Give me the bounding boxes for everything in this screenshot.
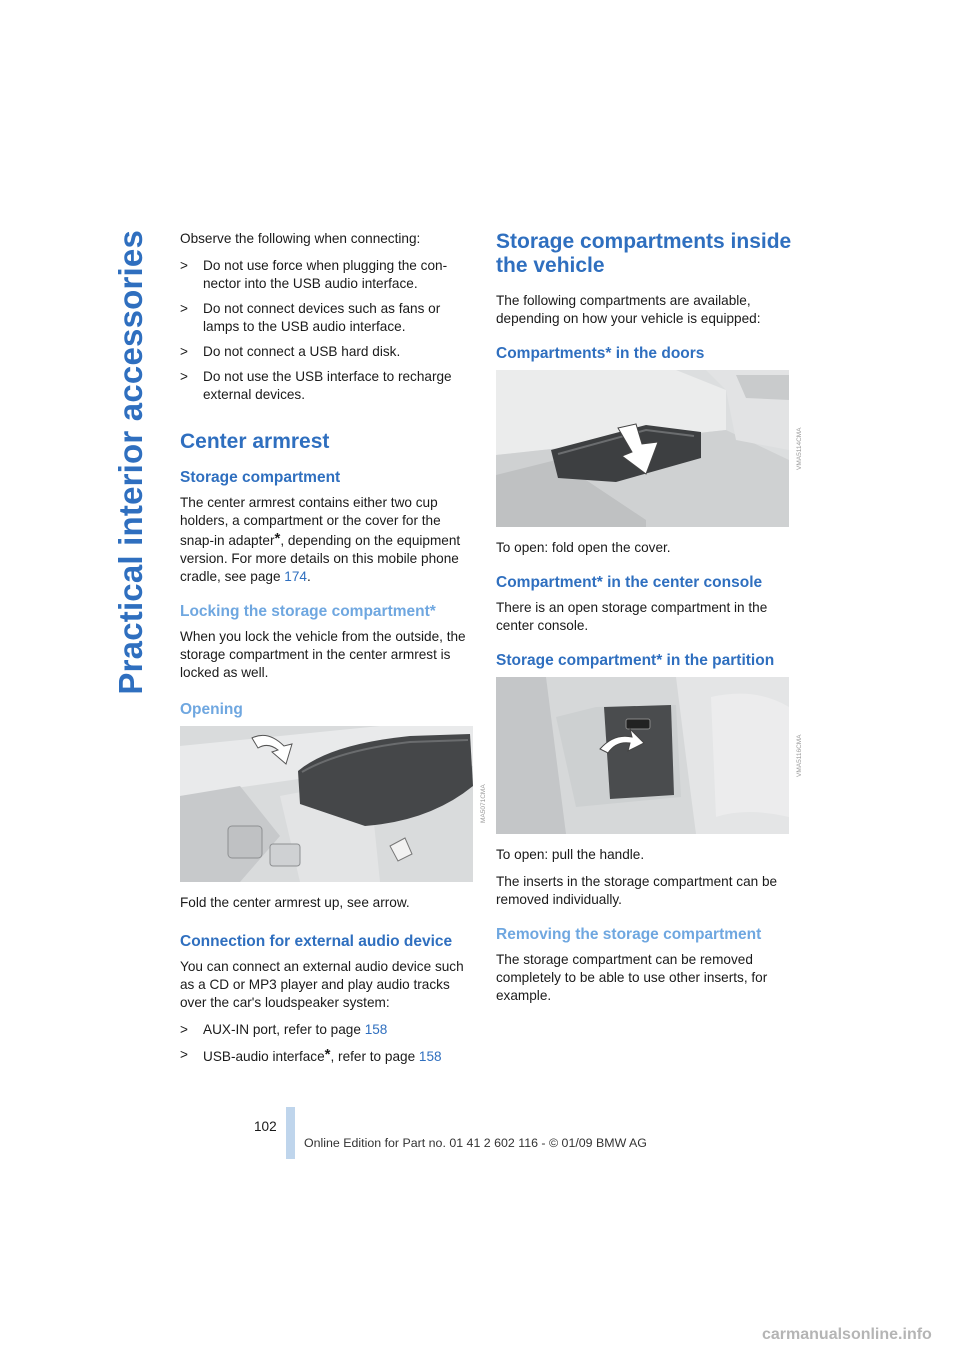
opening-caption: Fold the center armrest up, see arrow.: [180, 895, 410, 910]
footer-bar: [286, 1107, 295, 1159]
partition-heading: Storage compartment* in the partition: [496, 652, 775, 669]
opening-heading: Opening: [180, 701, 243, 718]
audio-list: [180, 1021, 476, 1066]
console-text: There is an open storage compartment in the center console.: [496, 600, 768, 633]
right-column: [496, 230, 803, 1014]
doors-heading: Compartments* in the doors: [496, 345, 705, 362]
list-item: [180, 300, 476, 336]
list-item-text: Do not connect devices such as fans or lamps to the USB audio interface.: [203, 301, 441, 334]
partition-caption-1: To open: pull the handle.: [496, 847, 645, 862]
storage-compartments-intro: The following compartments are available, depending on how your vehicle is equipped:: [496, 293, 761, 326]
list-item: > AUX-IN port, refer to page 158: [180, 1022, 388, 1037]
list-item: [180, 368, 476, 404]
removing-text: The storage compartment can be removed completely to be able to use other inserts, for example.: [496, 952, 768, 1003]
figure-code: MA5071CMA: [480, 784, 487, 824]
list-item-text: Do not connect a USB hard disk.: [203, 344, 401, 359]
left-column: [180, 230, 487, 1078]
figure-code: VMA5114CMA: [796, 427, 803, 470]
bullet-marker: >: [180, 301, 188, 316]
bullet-marker: >: [180, 1022, 188, 1037]
list-item: [180, 343, 476, 361]
page-link-174[interactable]: 174: [284, 569, 307, 584]
side-title: Practical interior accessories: [112, 230, 149, 695]
locking-text: When you lock the vehicle from the outside, the storage compartment in the center armrest is locked as well.: [180, 629, 466, 680]
bullet-marker: >: [180, 258, 188, 273]
storage-compartments-heading: Storage compartments inside the vehicle: [496, 230, 792, 277]
storage-compartment-heading: Storage compartment: [180, 469, 341, 486]
bullet-marker: >: [180, 369, 188, 384]
page-link-158[interactable]: 158: [364, 1022, 388, 1037]
page-link-158[interactable]: 158: [418, 1049, 442, 1064]
removing-heading: Removing the storage compartment: [496, 926, 762, 943]
list-item: [180, 257, 476, 293]
bullet-marker: >: [180, 344, 188, 359]
bullet-marker: >: [180, 1047, 188, 1062]
optional-equipment-star: *: [324, 1046, 331, 1063]
audio-text: You can connect an external audio device such as a CD or MP3 player and play audio tracks over the car's loudspeaker system:: [180, 959, 464, 1010]
locking-heading: Locking the storage compartment*: [180, 603, 436, 620]
armrest-figure: [180, 726, 487, 882]
partition-compartment-illustration: [496, 677, 789, 834]
partition-caption-2: The inserts in the storage compartment can be removed individually.: [496, 874, 778, 907]
list-item-text: Do not use the USB interface to recharge external devices.: [203, 369, 452, 402]
doors-caption: To open: fold open the cover.: [496, 540, 671, 555]
door-compartment-illustration: [496, 370, 789, 527]
watermark: carmanualsonline.info: [762, 1326, 932, 1343]
list-item: > USB-audio interface*, refer to page 158: [180, 1046, 442, 1064]
connecting-list: [180, 257, 476, 404]
audio-heading: Connection for external audio device: [180, 933, 453, 950]
door-compartment-figure: [496, 370, 803, 527]
armrest-illustration: [180, 726, 473, 882]
connecting-intro: Observe the following when connecting:: [180, 231, 421, 246]
figure-code: VMA5116CMA: [796, 734, 803, 777]
partition-compartment-figure: [496, 677, 803, 834]
center-armrest-heading: Center armrest: [180, 430, 330, 453]
storage-compartment-text: The center armrest contains either two cup holders, a compartment or the cover for the snap-in adapter*, depending on the equipment version. For more details on this mobile phone cradle, see page 174.: [180, 495, 461, 584]
console-heading: Compartment* in the center console: [496, 574, 763, 591]
list-item-text: Do not use force when plugging the con-nector into the USB audio interface.: [203, 258, 448, 291]
edition-text: Online Edition for Part no. 01 41 2 602 116 - © 01/09 BMW AG: [304, 1136, 647, 1150]
optional-equipment-star: *: [274, 530, 281, 547]
page-number: 102: [254, 1119, 277, 1134]
